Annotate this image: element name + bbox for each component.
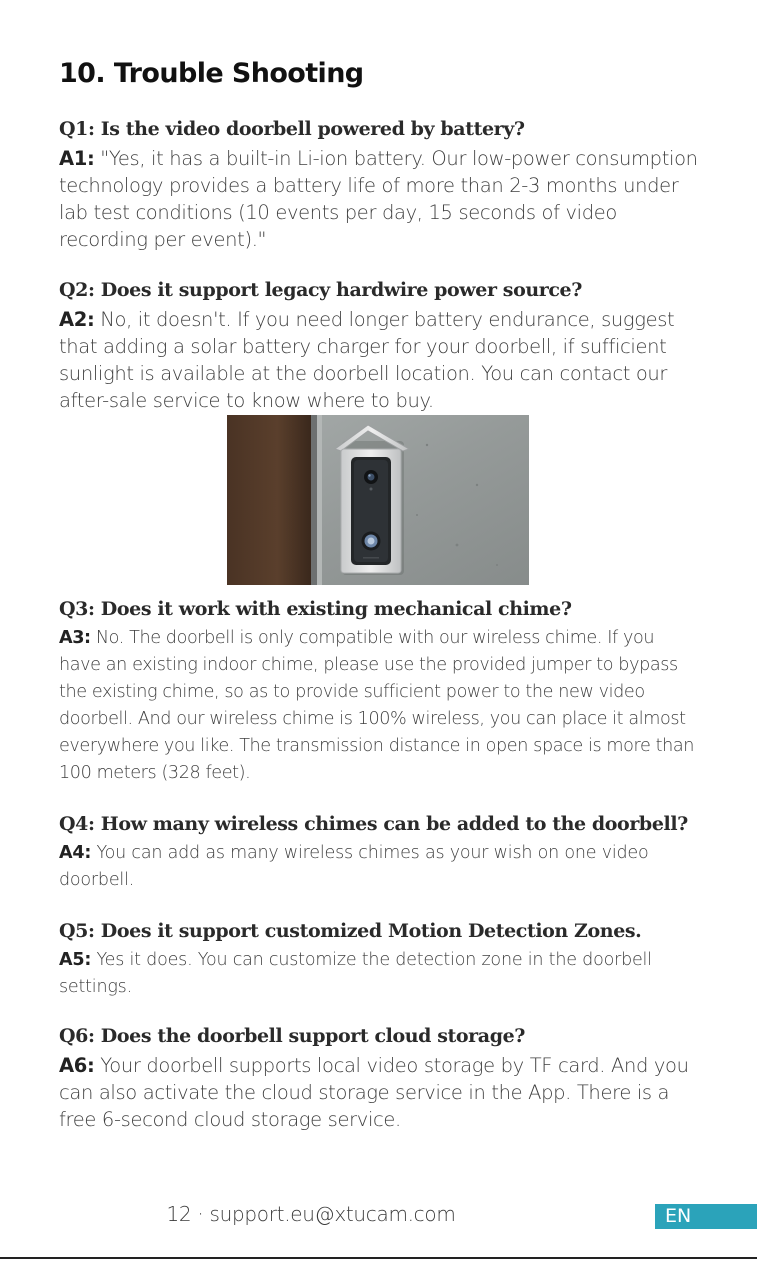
support-email-link[interactable]: support.eu@xtucam.com xyxy=(209,1202,456,1226)
page-bottom-rule xyxy=(0,1257,757,1259)
answer-label-3: A3: xyxy=(59,628,91,648)
faq-item-q4 xyxy=(59,811,699,894)
page-title: 10. Trouble Shooting xyxy=(59,58,364,89)
answer-text-5: Yes it does. You can customize the detection zone in the doorbell settings. xyxy=(59,950,652,997)
answer-3 xyxy=(59,625,699,787)
question-2: Q2: Does it support legacy hardwire power source? xyxy=(59,279,582,301)
answer-4 xyxy=(59,840,699,894)
faq-item-q2 xyxy=(59,277,699,414)
answer-text-3: No. The doorbell is only compatible with our wireless chime. If you have an existing indoor chime, please use the provided jumper to bypass the existing chime, so as to provide sufficient power to the new video doorbell. And our wireless chime is 100% wireless, you can place it almost everywhere you like. The transmission distance in open space is more than 100 meters (328 feet). xyxy=(59,628,694,783)
question-4: Q4: How many wireless chimes can be added to the doorbell? xyxy=(59,813,688,835)
question-6: Q6: Does the doorbell support cloud storage? xyxy=(59,1025,526,1047)
answer-text-1: "Yes, it has a built-in Li-ion battery. Our low-power consumption technology provides a battery life of more than 2-3 months under lab test conditions (10 events per day, 15 seconds of video recording per event)." xyxy=(59,147,698,251)
answer-label-6: A6: xyxy=(59,1054,95,1077)
answer-2 xyxy=(59,306,699,414)
question-1: Q1: Is the video doorbell powered by battery? xyxy=(59,118,525,140)
answer-label-2: A2: xyxy=(59,308,95,331)
answer-text-2: No, it doesn't. If you need longer battery endurance, suggest that adding a solar battery charger for your doorbell, if sufficient sunlight is available at the doorbell location. You can contact our after-sale service to know where to buy. xyxy=(59,308,675,412)
faq-item-q3 xyxy=(59,596,699,787)
footer-separator: · xyxy=(191,1202,210,1226)
answer-label-5: A5: xyxy=(59,950,92,970)
answer-text-6: Your doorbell supports local video storage by TF card. And you can also activate the cloud storage service in the App. There is a free 6-second cloud storage service. xyxy=(59,1054,689,1131)
faq-item-q1 xyxy=(59,116,699,253)
answer-5 xyxy=(59,947,699,1001)
question-3: Q3: Does it work with existing mechanical chime? xyxy=(59,598,572,620)
doorbell-photo xyxy=(227,415,529,585)
answer-6 xyxy=(59,1052,699,1133)
question-5: Q5: Does it support customized Motion Detection Zones. xyxy=(59,920,642,942)
answer-1 xyxy=(59,145,699,253)
footer-content xyxy=(166,1202,455,1226)
answer-text-4: You can add as many wireless chimes as your wish on one video doorbell. xyxy=(59,843,649,890)
page-footer xyxy=(0,1202,757,1226)
faq-item-q5 xyxy=(59,918,699,1001)
answer-label-1: A1: xyxy=(59,147,95,170)
answer-label-4: A4: xyxy=(59,843,92,863)
page-number: 12 xyxy=(166,1202,192,1226)
faq-item-q6 xyxy=(59,1023,699,1133)
language-badge: EN xyxy=(655,1204,757,1229)
